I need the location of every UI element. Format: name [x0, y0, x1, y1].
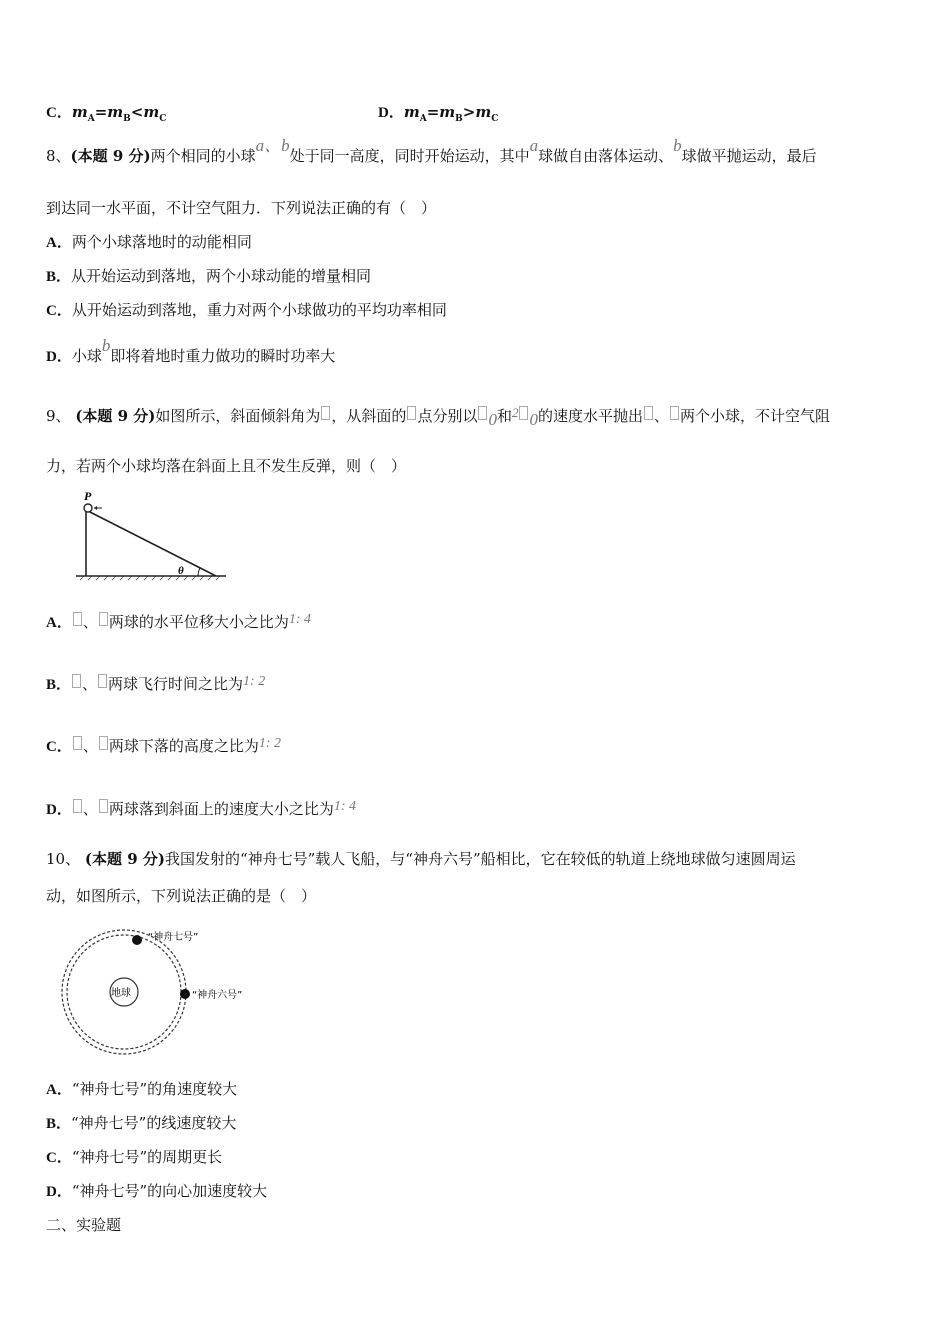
shenzhou6-label: “神舟六号” [192, 990, 243, 1001]
ball-icon [84, 504, 92, 512]
missing-symbol-icon [519, 406, 528, 420]
missing-symbol-icon [73, 736, 82, 750]
q10-option-c: C．“神舟七号”的周期更长 [46, 1148, 223, 1166]
missing-symbol-icon [98, 674, 107, 688]
missing-symbol-icon [670, 406, 679, 420]
q8-option-d: D．小球b即将着地时重力做功的瞬时功率大 [46, 336, 336, 365]
incline-figure [74, 488, 234, 584]
missing-symbol-icon [73, 799, 82, 813]
missing-symbol-icon [99, 612, 108, 626]
missing-symbol-icon [99, 799, 108, 813]
q8-option-a: A．两个小球落地时的动能相同 [46, 233, 252, 251]
label-p: P [84, 489, 92, 503]
q7-option-d: D．$m_A=m_B>m_C$ [378, 103, 499, 124]
shenzhou7-icon [132, 935, 142, 945]
arrow-left-icon [94, 506, 97, 510]
q9-stem-line1: 9、 (本题 9 分)如图所示，斜面倾斜角为 ，从斜面的 点分别以 $_0$和2 $_0$的速度水平抛出 、 两个小球，不计空气阻 [46, 405, 831, 429]
missing-symbol-icon [407, 406, 416, 420]
missing-symbol-icon [321, 406, 330, 420]
label-theta: θ [178, 565, 184, 577]
section-title: 二、实验题 [46, 1216, 122, 1234]
q9-option-a: A． 、 两球的水平位移大小之比为1: 4 [46, 612, 312, 631]
q9-stem-line2: 力，若两个小球均落在斜面上且不发生反弹，则（ ） [46, 457, 407, 475]
q8-stem-line1: 8、(本题 9 分)两个相同的小球a、b处于同一高度，同时开始运动，其中a球做自由落体运动、b球做平抛运动，最后 [46, 136, 817, 165]
q9-option-d: D． 、 两球落到斜面上的速度大小之比为1: 4 [46, 799, 357, 818]
q9-option-b: B． 、 两球飞行时间之比为1: 2 [46, 674, 266, 693]
q8-stem-line2: 到达同一水平面，不计空气阻力．下列说法正确的有（ ） [46, 199, 437, 217]
q10-option-b: B．“神舟七号”的线速度较大 [46, 1114, 237, 1132]
q9-option-c: C． 、 两球下落的高度之比为1: 2 [46, 736, 282, 755]
orbit-figure [56, 926, 266, 1060]
earth-label: 地球 [111, 988, 131, 999]
q10-option-a: A．“神舟七号”的角速度较大 [46, 1080, 238, 1098]
missing-symbol-icon [73, 612, 82, 626]
q10-stem-line1: 10、 (本题 9 分)我国发射的“神舟七号”载人飞船，与“神舟六号”船相比，它在较低的轨道上绕地球做匀速圆周运 [46, 850, 796, 868]
q8-option-b: B．从开始运动到落地，两个小球动能的增量相同 [46, 267, 372, 285]
missing-symbol-icon [478, 406, 487, 420]
q10-stem-line2: 动，如图所示，下列说法正确的是（ ） [46, 887, 317, 905]
missing-symbol-icon [72, 674, 81, 688]
shenzhou6-icon [180, 989, 190, 999]
q7-option-c: C．$m_A=m_B<m_C$ [46, 103, 167, 124]
missing-symbol-icon [99, 736, 108, 750]
missing-symbol-icon [644, 406, 653, 420]
q8-option-c: C．从开始运动到落地，重力对两个小球做功的平均功率相同 [46, 301, 447, 319]
shenzhou7-label: “神舟七号” [148, 932, 199, 943]
q10-option-d: D．“神舟七号”的向心加速度较大 [46, 1182, 268, 1200]
